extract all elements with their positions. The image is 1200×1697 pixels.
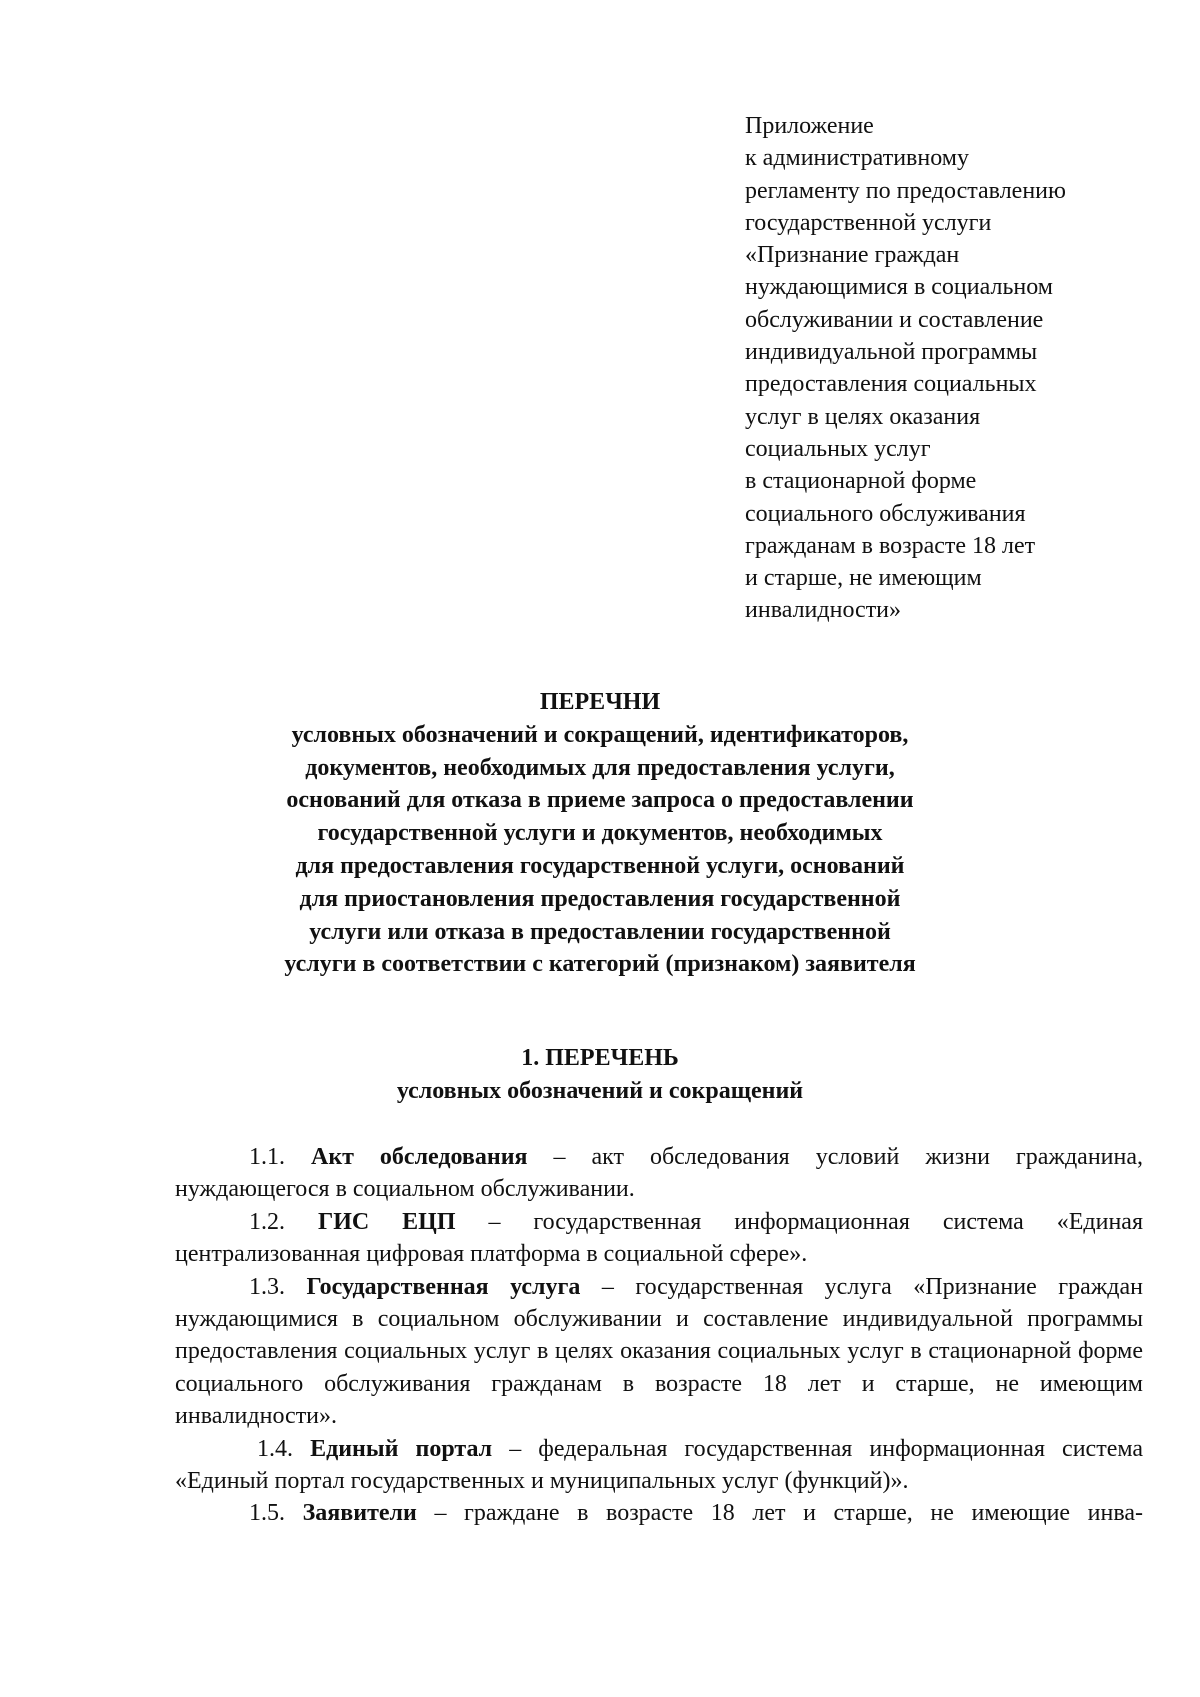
section-heading: 1. ПЕРЕЧЕНЬ — [521, 1045, 679, 1071]
title-line: услуги или отказа в предоставлении государственной — [309, 918, 891, 945]
item-text: – государственная информационная система «Единая централизованная цифровая платформа в социальной сфере». — [175, 1208, 1143, 1268]
definitions-list — [175, 1141, 1143, 1530]
item-term: ГИС ЕЦП — [317, 1208, 456, 1235]
item-number: 1.4. — [257, 1435, 293, 1462]
annex-line: предоставления социальных — [745, 371, 1037, 398]
definition-item — [175, 1497, 1143, 1529]
item-text: – акт обследования условий жизни гражданина, нуждающегося в социальном обслуживании. — [175, 1144, 1144, 1203]
section-subheading: условных обозначений и сокращений — [396, 1077, 804, 1104]
item-term: Акт обследования — [310, 1144, 528, 1170]
annex-line: в стационарной форме — [745, 468, 977, 495]
definition-item — [175, 1141, 1143, 1206]
annex-line: социальных услуг — [745, 435, 931, 462]
definition-item — [175, 1206, 1143, 1271]
title-line: для приостановления предоставления государственной — [299, 885, 901, 912]
item-text: – федеральная государственная информационная система «Единый портал государственных и муниципальных услуг (функций)». — [175, 1435, 1144, 1495]
item-number: 1.1. — [249, 1144, 285, 1170]
document-title — [150, 686, 1050, 981]
definition-item — [175, 1433, 1143, 1498]
annex-line: и старше, не имеющим — [745, 565, 982, 592]
annex-line: нуждающимися в социальном — [745, 274, 1053, 301]
annex-line: «Признание граждан — [745, 242, 960, 269]
item-text: – граждане в возрасте 18 лет и старше, не имеющие инва- — [434, 1500, 1144, 1527]
annex-line: инвалидности» — [745, 597, 902, 624]
title-line: услуги в соответствии с категорий (признаком) заявителя — [284, 951, 916, 978]
annex-line: обслуживании и составление — [745, 306, 1044, 333]
title-heading: ПЕРЕЧНИ — [539, 689, 661, 715]
title-line: государственной услуги и документов, необходимых — [317, 820, 883, 847]
item-term: Единый портал — [310, 1435, 493, 1462]
annex-line: государственной услуги — [745, 209, 992, 236]
item-number: 1.2. — [249, 1208, 285, 1235]
annex-line: регламенту по предоставлению — [745, 177, 1066, 204]
annex-header — [745, 110, 1145, 627]
annex-line: индивидуальной программы — [745, 339, 1038, 366]
item-number: 1.5. — [249, 1500, 285, 1527]
annex-line: Приложение — [745, 113, 874, 139]
annex-line: к административному — [745, 145, 969, 172]
item-term: Заявители — [302, 1500, 417, 1527]
title-line: документов, необходимых для предоставления услуги, — [305, 754, 895, 781]
title-line: для предоставления государственной услуги, оснований — [295, 852, 905, 879]
section-1-header — [150, 1042, 1050, 1107]
annex-line: гражданам в возрасте 18 лет — [745, 532, 1036, 559]
item-term: Государственная услуга — [306, 1273, 581, 1300]
annex-line: услуг в целях оказания — [745, 403, 981, 430]
item-number: 1.3. — [249, 1273, 285, 1300]
title-line: оснований для отказа в приеме запроса о предоставлении — [286, 787, 914, 814]
item-text: – государственная услуга «Признание граждан нуждающимися в социальном обслуживании и составление индивидуальной программы предоставления социальных услуг в целях оказания социальных услуг в стационарной форме социального обслуживания гражданам в возрасте 18 лет и старше, не имеющим инвалидности». — [175, 1273, 1144, 1430]
title-line: условных обозначений и сокращений, идентификаторов, — [291, 721, 909, 748]
annex-line: социального обслуживания — [745, 500, 1026, 527]
definition-item — [175, 1271, 1143, 1433]
